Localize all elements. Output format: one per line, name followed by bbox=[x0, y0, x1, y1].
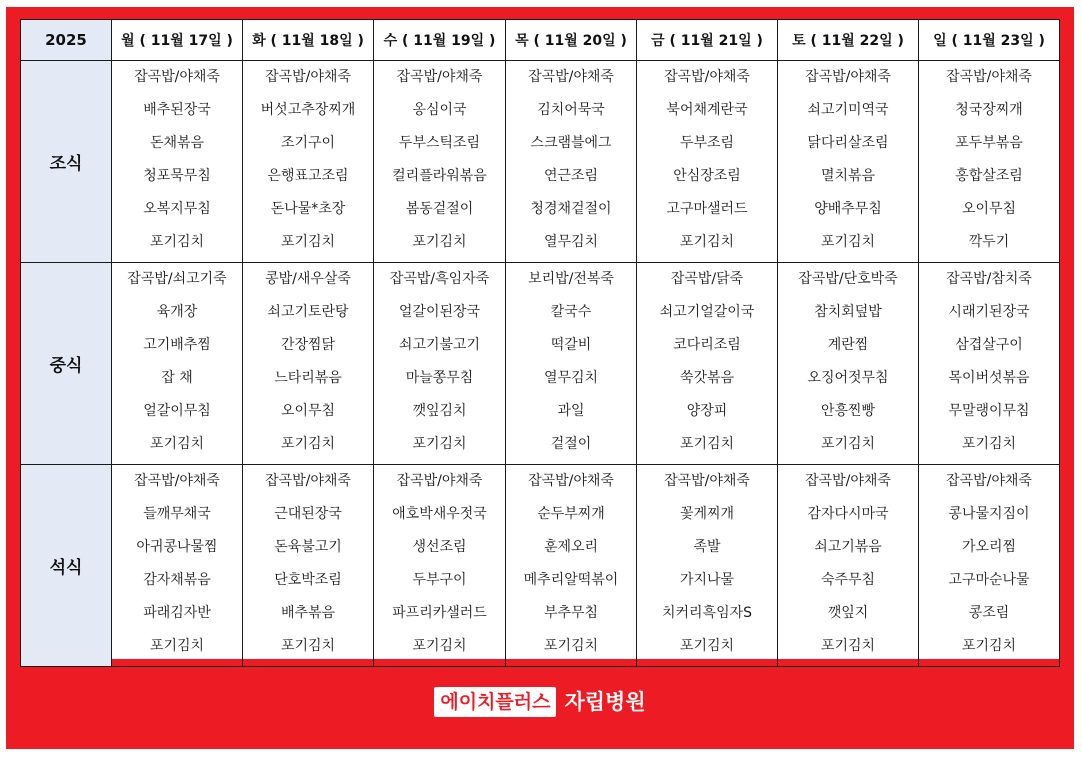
dish-item: 포기김치 bbox=[412, 436, 467, 452]
dish-item: 잡곡밥/단호박죽 bbox=[798, 271, 898, 287]
menu-cell-sat bbox=[778, 465, 919, 667]
dish-item: 감자채볶음 bbox=[143, 572, 211, 588]
dish-item: 목이버섯볶음 bbox=[948, 370, 1030, 386]
dish-item: 아귀콩나물찜 bbox=[136, 539, 218, 555]
dish-item: 닭다리살조림 bbox=[807, 135, 889, 151]
dish-item: 가지나물 bbox=[679, 572, 735, 588]
dish-item: 청포묵무침 bbox=[143, 168, 211, 184]
dish-item: 포기김치 bbox=[820, 638, 876, 654]
dish-item: 배추볶음 bbox=[280, 605, 336, 621]
dish-item: 잡 채 bbox=[161, 370, 193, 386]
dish-item: 잡곡밥/야채죽 bbox=[528, 69, 614, 85]
dish-item: 쇠고기볶음 bbox=[814, 539, 882, 555]
dish-item: 잡곡밥/야채죽 bbox=[134, 69, 220, 85]
dish-item: 쇠고기토란탕 bbox=[267, 304, 349, 320]
dish-item: 오징어젓무침 bbox=[807, 370, 889, 386]
dish-item: 포기김치 bbox=[280, 234, 336, 250]
dish-item: 잡곡밥/야채죽 bbox=[134, 473, 220, 489]
dish-item: 포두부볶음 bbox=[955, 135, 1023, 151]
header-row bbox=[21, 20, 1060, 61]
dish-item: 멸치볶음 bbox=[820, 168, 876, 184]
dish-item: 마늘쫑무침 bbox=[405, 370, 474, 386]
menu-cell-tue bbox=[243, 263, 374, 465]
dish-item: 과일 bbox=[557, 403, 585, 419]
menu-cell-mon bbox=[112, 465, 243, 667]
dish-item: 옹심이국 bbox=[412, 102, 467, 118]
dish-item: 포기김치 bbox=[679, 436, 735, 452]
menu-cell-fri bbox=[637, 61, 778, 263]
dish-item: 북어채계란국 bbox=[666, 102, 748, 118]
dish-item: 잡곡밥/야채죽 bbox=[946, 69, 1032, 85]
dish-item: 애호박새우젓국 bbox=[392, 506, 487, 522]
dish-item: 숙주무침 bbox=[820, 572, 876, 588]
dish-item: 잡곡밥/야채죽 bbox=[265, 473, 351, 489]
dish-item: 치커리흑임자S bbox=[661, 605, 753, 621]
dish-item: 안심장조림 bbox=[673, 168, 741, 184]
dish-item: 돈육불고기 bbox=[274, 539, 342, 555]
dish-item: 두부조림 bbox=[679, 135, 735, 151]
dish-item: 들깨무채국 bbox=[143, 506, 211, 522]
menu-cell-sat bbox=[778, 61, 919, 263]
dish-item: 코다리조림 bbox=[673, 337, 741, 353]
dish-item: 콩나물지짐이 bbox=[948, 506, 1030, 522]
dish-item: 포기김치 bbox=[961, 638, 1017, 654]
day-header-fri: 금 ( 11월 21일 ) bbox=[637, 20, 778, 61]
dish-item: 돈채볶음 bbox=[149, 135, 205, 151]
dish-item: 두부구이 bbox=[412, 572, 467, 588]
dish-item: 꽃게찌개 bbox=[679, 506, 735, 522]
menu-cell-sat bbox=[778, 263, 919, 465]
day-header-sat: 토 ( 11월 22일 ) bbox=[778, 20, 919, 61]
dish-item: 쇠고기미역국 bbox=[807, 102, 889, 118]
menu-table-container bbox=[20, 19, 1059, 659]
dish-item: 포기김치 bbox=[280, 638, 336, 654]
dish-item: 깻잎지 bbox=[827, 605, 869, 621]
menu-cell-sun bbox=[919, 263, 1060, 465]
weekly-menu-table bbox=[20, 19, 1060, 667]
dish-item: 순두부찌개 bbox=[537, 506, 605, 522]
menu-cell-thu bbox=[506, 465, 637, 667]
dish-item: 고기배추찜 bbox=[143, 337, 211, 353]
dish-item: 메추리알떡볶이 bbox=[523, 572, 619, 588]
dish-item: 홍합살조림 bbox=[955, 168, 1023, 184]
dish-item: 삼겹살구이 bbox=[955, 337, 1023, 353]
meal-label: 중식 bbox=[21, 263, 112, 465]
dish-item: 간장찜닭 bbox=[280, 337, 336, 353]
dish-item: 겉절이 bbox=[550, 436, 592, 452]
dish-item: 부추무침 bbox=[543, 605, 599, 621]
dish-item: 가오리찜 bbox=[961, 539, 1017, 555]
meal-label: 조식 bbox=[21, 61, 112, 263]
dish-item: 떡갈비 bbox=[550, 337, 592, 353]
menu-cell-tue bbox=[243, 61, 374, 263]
dish-item: 잡곡밥/야채죽 bbox=[664, 69, 750, 85]
dish-item: 칼국수 bbox=[550, 304, 592, 320]
day-header-tue: 화 ( 11월 18일 ) bbox=[243, 20, 374, 61]
brand-name-box: 에이치플러스 bbox=[434, 687, 556, 717]
dish-item: 돈나물*초장 bbox=[270, 201, 346, 217]
dish-item: 깻잎김치 bbox=[412, 403, 467, 419]
dish-item: 참치회덮밥 bbox=[814, 304, 882, 320]
dish-item: 잡곡밥/야채죽 bbox=[664, 473, 750, 489]
dish-item: 포기김치 bbox=[280, 436, 336, 452]
dish-item: 콩조림 bbox=[968, 605, 1010, 621]
menu-cell-sun bbox=[919, 465, 1060, 667]
dish-item: 훈제오리 bbox=[543, 539, 599, 555]
dish-item: 고구마샐러드 bbox=[666, 201, 748, 217]
menu-cell-fri bbox=[637, 263, 778, 465]
menu-cell-wed bbox=[374, 263, 506, 465]
dish-item: 열무김치 bbox=[543, 234, 599, 250]
dish-item: 두부스틱조림 bbox=[398, 135, 481, 151]
menu-cell-thu bbox=[506, 263, 637, 465]
menu-cell-wed bbox=[374, 465, 506, 667]
dish-item: 오복지무침 bbox=[143, 201, 211, 217]
dish-item: 양장피 bbox=[686, 403, 728, 419]
meal-row bbox=[21, 465, 1060, 667]
dish-item: 잡곡밥/야채죽 bbox=[265, 69, 351, 85]
dish-item: 포기김치 bbox=[412, 234, 467, 250]
dish-item: 계란찜 bbox=[827, 337, 869, 353]
dish-item: 보리밥/전복죽 bbox=[528, 271, 614, 287]
menu-cell-mon bbox=[112, 263, 243, 465]
dish-item: 쇠고기얼갈이국 bbox=[659, 304, 755, 320]
dish-item: 잡곡밥/야채죽 bbox=[396, 69, 483, 85]
menu-cell-sun bbox=[919, 61, 1060, 263]
dish-item: 잡곡밥/야채죽 bbox=[946, 473, 1032, 489]
dish-item: 열무김치 bbox=[543, 370, 599, 386]
dish-item: 생선조림 bbox=[412, 539, 467, 555]
dish-item: 얼갈이된장국 bbox=[398, 304, 481, 320]
dish-item: 족발 bbox=[693, 539, 721, 555]
dish-item: 은행표고조림 bbox=[267, 168, 349, 184]
dish-item: 파래김자반 bbox=[143, 605, 211, 621]
meal-label: 석식 bbox=[21, 465, 112, 667]
menu-frame bbox=[6, 7, 1074, 749]
dish-item: 양배추무침 bbox=[814, 201, 882, 217]
day-header-wed: 수 ( 11월 19일 ) bbox=[374, 20, 506, 61]
dish-item: 안흥찐빵 bbox=[820, 403, 876, 419]
dish-item: 오이무침 bbox=[280, 403, 336, 419]
brand-logo bbox=[6, 687, 1074, 721]
dish-item: 포기김치 bbox=[679, 234, 735, 250]
dish-item: 고구마순나물 bbox=[948, 572, 1030, 588]
dish-item: 연근조림 bbox=[543, 168, 599, 184]
dish-item: 조기구이 bbox=[280, 135, 336, 151]
menu-cell-thu bbox=[506, 61, 637, 263]
brand-name-rest: 자립병원 bbox=[564, 690, 646, 714]
dish-item: 김치어묵국 bbox=[537, 102, 605, 118]
dish-item: 근대된장국 bbox=[274, 506, 342, 522]
dish-item: 쑥갓볶음 bbox=[679, 370, 735, 386]
day-header-mon: 월 ( 11월 17일 ) bbox=[112, 20, 243, 61]
dish-item: 얼갈이무침 bbox=[143, 403, 211, 419]
menu-cell-wed bbox=[374, 61, 506, 263]
dish-item: 감자다시마국 bbox=[807, 506, 889, 522]
dish-item: 육개장 bbox=[156, 304, 198, 320]
menu-cell-fri bbox=[637, 465, 778, 667]
dish-item: 잡곡밥/닭죽 bbox=[670, 271, 744, 287]
dish-item: 잡곡밥/참치죽 bbox=[946, 271, 1032, 287]
dish-item: 포기김치 bbox=[679, 638, 735, 654]
dish-item: 깍두기 bbox=[968, 234, 1010, 250]
dish-item: 배추된장국 bbox=[143, 102, 211, 118]
meal-row bbox=[21, 263, 1060, 465]
dish-item: 청국장찌개 bbox=[955, 102, 1023, 118]
dish-item: 포기김치 bbox=[820, 436, 876, 452]
dish-item: 콩밥/새우살죽 bbox=[265, 271, 351, 287]
dish-item: 포기김치 bbox=[820, 234, 876, 250]
dish-item: 잡곡밥/쇠고기죽 bbox=[127, 271, 227, 287]
dish-item: 단호박조림 bbox=[274, 572, 342, 588]
dish-item: 잡곡밥/야채죽 bbox=[805, 69, 891, 85]
dish-item: 파프리카샐러드 bbox=[392, 605, 487, 621]
dish-item: 포기김치 bbox=[961, 436, 1017, 452]
dish-item: 포기김치 bbox=[149, 638, 205, 654]
menu-body bbox=[21, 61, 1060, 667]
dish-item: 버섯고추장찌개 bbox=[260, 102, 356, 118]
day-header-thu: 목 ( 11월 20일 ) bbox=[506, 20, 637, 61]
dish-item: 컬리플라워볶음 bbox=[392, 168, 487, 184]
dish-item: 청경채겉절이 bbox=[530, 201, 612, 217]
dish-item: 쇠고기불고기 bbox=[398, 337, 481, 353]
dish-item: 무말랭이무침 bbox=[948, 403, 1030, 419]
dish-item: 오이무침 bbox=[961, 201, 1017, 217]
dish-item: 잡곡밥/야채죽 bbox=[528, 473, 614, 489]
dish-item: 포기김치 bbox=[543, 638, 599, 654]
dish-item: 시래기된장국 bbox=[948, 304, 1030, 320]
menu-cell-tue bbox=[243, 465, 374, 667]
dish-item: 잡곡밥/흑임자죽 bbox=[389, 271, 490, 287]
dish-item: 잡곡밥/야채죽 bbox=[396, 473, 483, 489]
day-header-sun: 일 ( 11월 23일 ) bbox=[919, 20, 1060, 61]
dish-item: 느타리볶음 bbox=[274, 370, 342, 386]
dish-item: 포기김치 bbox=[149, 436, 205, 452]
dish-item: 스크램블에그 bbox=[530, 135, 612, 151]
meal-row bbox=[21, 61, 1060, 263]
dish-item: 포기김치 bbox=[149, 234, 205, 250]
menu-cell-mon bbox=[112, 61, 243, 263]
dish-item: 포기김치 bbox=[412, 638, 467, 654]
dish-item: 잡곡밥/야채죽 bbox=[805, 473, 891, 489]
dish-item: 봄동겉절이 bbox=[405, 201, 474, 217]
year-header: 2025 bbox=[21, 20, 112, 61]
